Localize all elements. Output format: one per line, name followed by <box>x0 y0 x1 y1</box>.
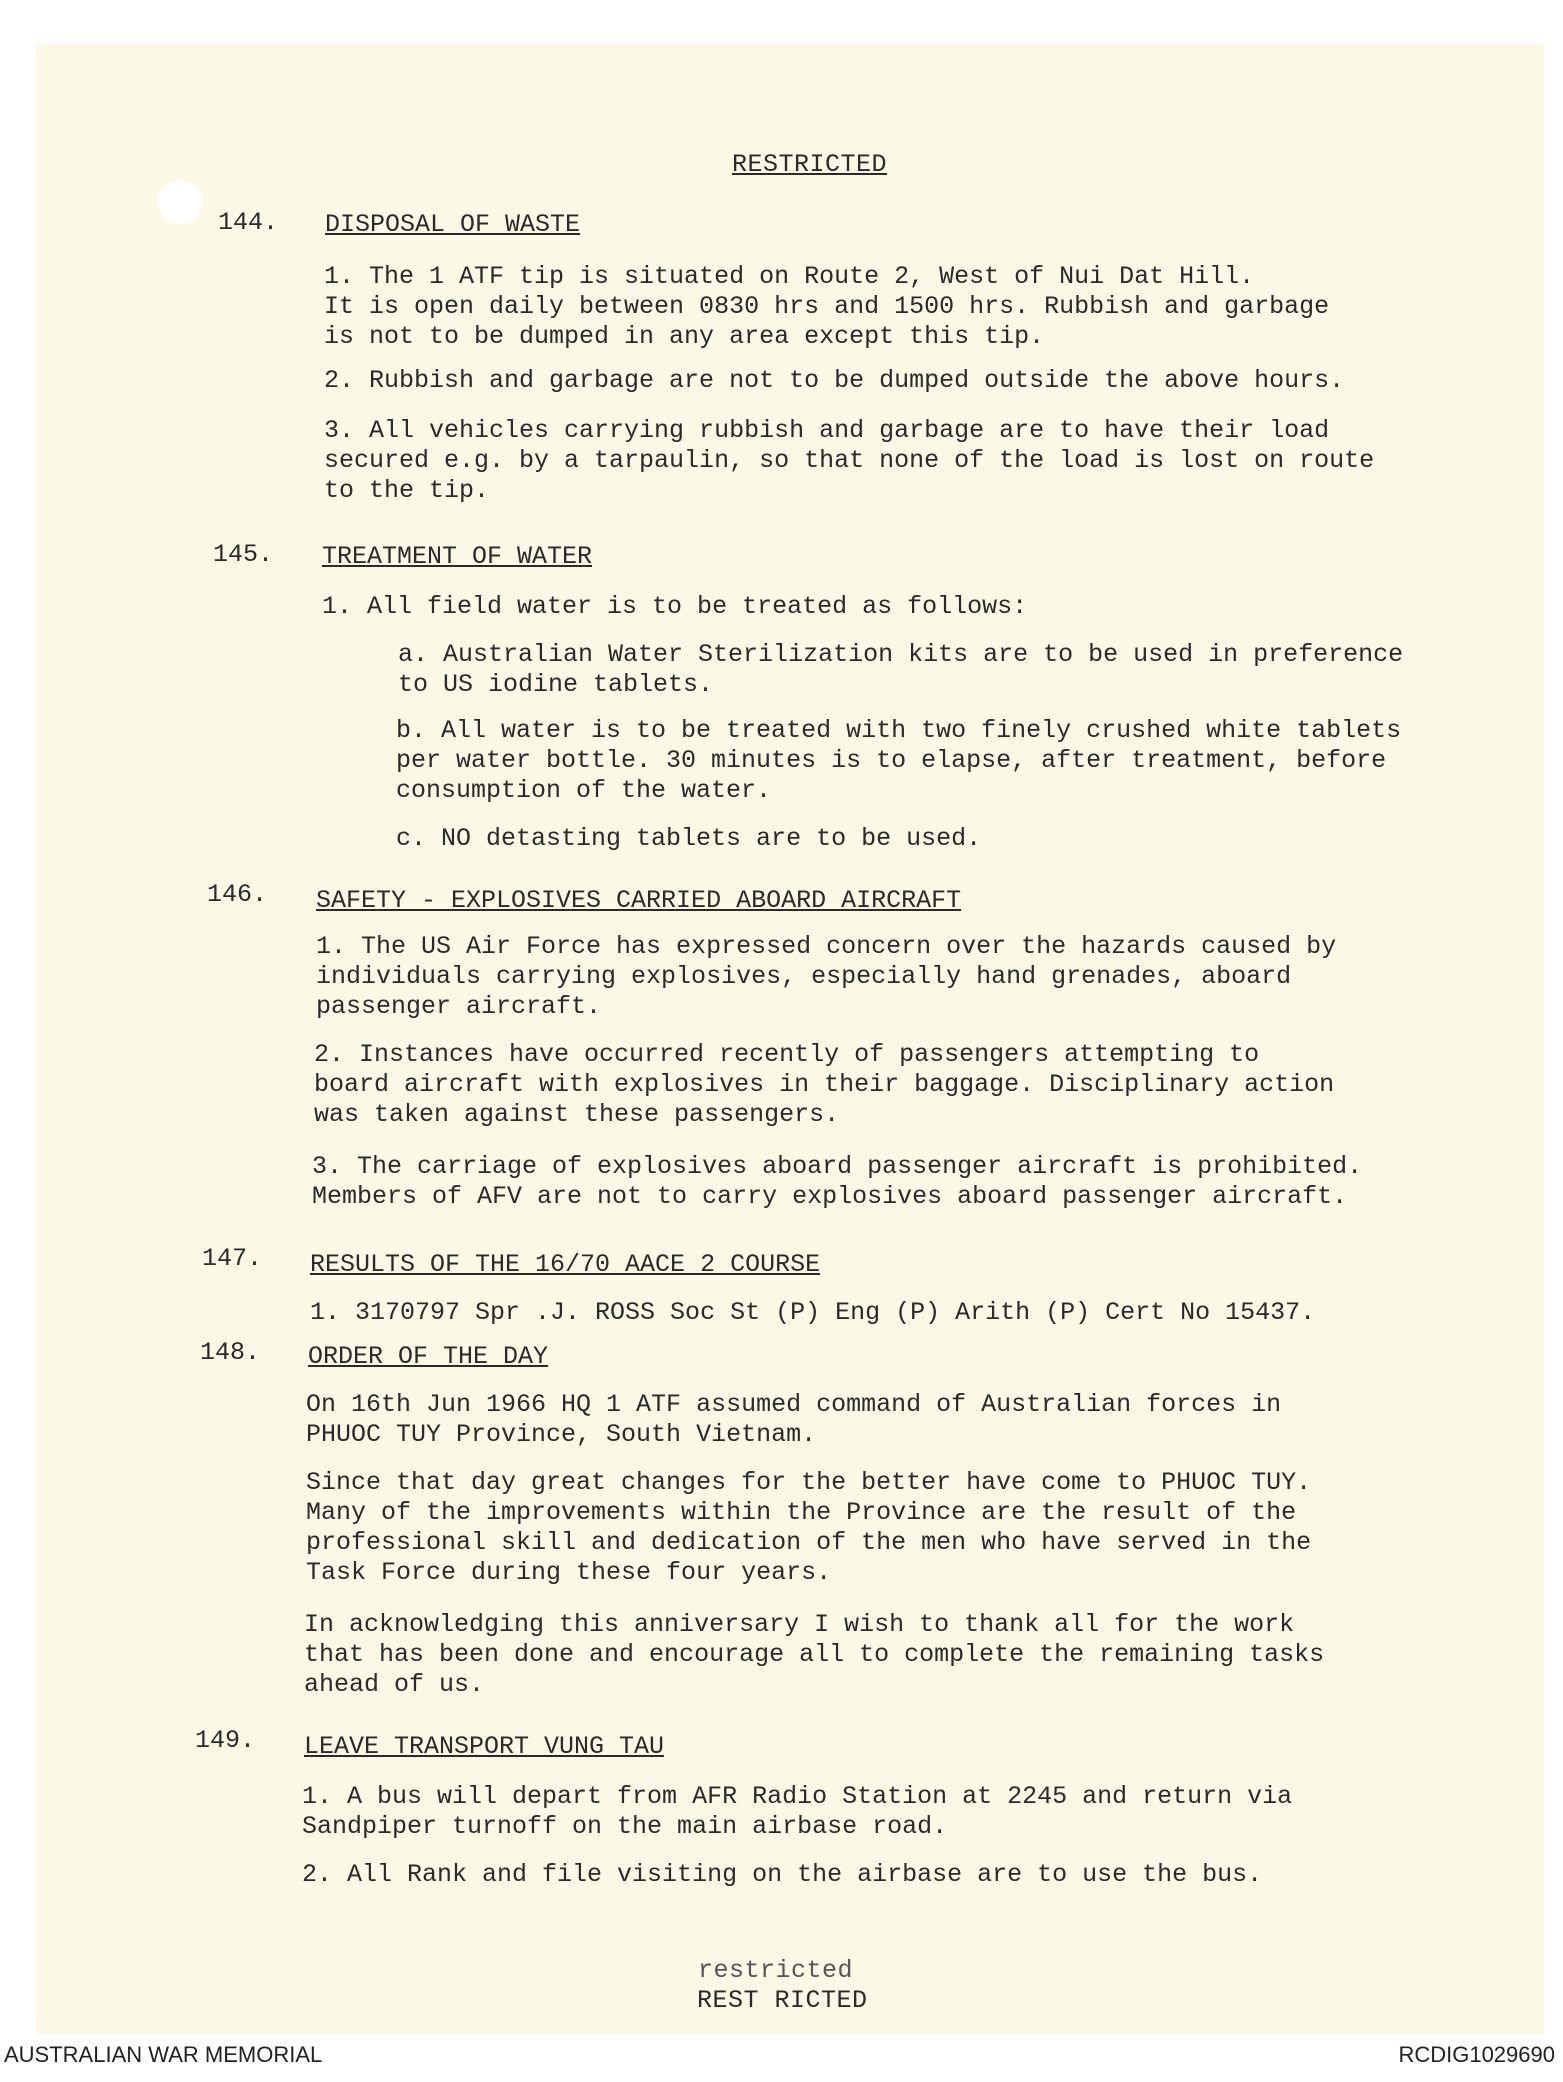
paragraph: 1. A bus will depart from AFR Radio Station at 2245 and return via Sandpiper turnoff on the main airbase road. <box>302 1782 1293 1841</box>
classification-header: RESTRICTED <box>732 150 888 179</box>
section-number: 144. <box>218 208 279 237</box>
section-title: RESULTS OF THE 16/70 AACE 2 COURSE <box>310 1250 821 1279</box>
paragraph: 2. Rubbish and garbage are not to be dumped outside the above hours. <box>324 366 1345 395</box>
paragraph: Since that day great changes for the better have come to PHUOC TUY. Many of the improvements within the Province are the result of the professional skill and dedication of the men who have served in the Task Force during these four years. <box>306 1468 1312 1587</box>
section-title: LEAVE TRANSPORT VUNG TAU <box>304 1732 665 1761</box>
paragraph: 2. Instances have occurred recently of passengers attempting to board aircraft with explosives in their baggage. Disciplinary action was taken against these passengers. <box>314 1040 1335 1129</box>
sub-paragraph: b. All water is to be treated with two finely crushed white tablets per water bottle. 30 minutes is to elapse, after treatment, before consumption of the water. <box>396 716 1402 805</box>
paragraph: In acknowledging this anniversary I wish to thank all for the work that has been done and encourage all to complete the remaining tasks ahead of us. <box>304 1610 1325 1699</box>
faint-footer-text: restricted <box>698 1956 854 1985</box>
sub-paragraph: a. Australian Water Sterilization kits are to be used in preference to US iodine tablets. <box>398 640 1404 699</box>
record-id: RCDIG1029690 <box>1398 2042 1555 2067</box>
paragraph: 3. The carriage of explosives aboard passenger aircraft is prohibited. Members of AFV are not to carry explosives aboard passenger aircraft. <box>312 1152 1363 1211</box>
section-title: DISPOSAL OF WASTE <box>325 210 581 239</box>
paragraph: 2. All Rank and file visiting on the airbase are to use the bus. <box>302 1860 1263 1889</box>
paragraph: 1. All field water is to be treated as follows: <box>322 592 1028 621</box>
archive-credit: AUSTRALIAN WAR MEMORIAL <box>4 2042 323 2067</box>
punch-hole <box>158 180 202 224</box>
section-number: 145. <box>213 540 274 569</box>
paragraph: 1. The 1 ATF tip is situated on Route 2, West of Nui Dat Hill. It is open daily between 0830 hrs and 1500 hrs. Rubbish and garbage is not to be dumped in any area except this tip. <box>324 262 1330 351</box>
sub-paragraph: c. NO detasting tablets are to be used. <box>396 824 982 853</box>
section-title: TREATMENT OF WATER <box>322 542 593 571</box>
section-number: 148. <box>200 1338 261 1367</box>
section-title: ORDER OF THE DAY <box>308 1342 549 1371</box>
section-number: 146. <box>207 880 268 909</box>
section-title: SAFETY - EXPLOSIVES CARRIED ABOARD AIRCRAFT <box>316 886 962 915</box>
section-number: 147. <box>202 1244 263 1273</box>
classification-footer: REST RICTED <box>697 1986 868 2015</box>
paragraph: On 16th Jun 1966 HQ 1 ATF assumed command of Australian forces in PHUOC TUY Province, South Vietnam. <box>306 1390 1282 1449</box>
paragraph: 1. The US Air Force has expressed concern over the hazards caused by individuals carrying explosives, especially hand grenades, aboard passenger aircraft. <box>316 932 1337 1021</box>
paragraph: 1. 3170797 Spr .J. ROSS Soc St (P) Eng (P) Arith (P) Cert No 15437. <box>310 1298 1316 1327</box>
paragraph: 3. All vehicles carrying rubbish and garbage are to have their load secured e.g. by a tarpaulin, so that none of the load is lost on route to the tip. <box>324 416 1375 505</box>
section-number: 149. <box>195 1726 256 1755</box>
